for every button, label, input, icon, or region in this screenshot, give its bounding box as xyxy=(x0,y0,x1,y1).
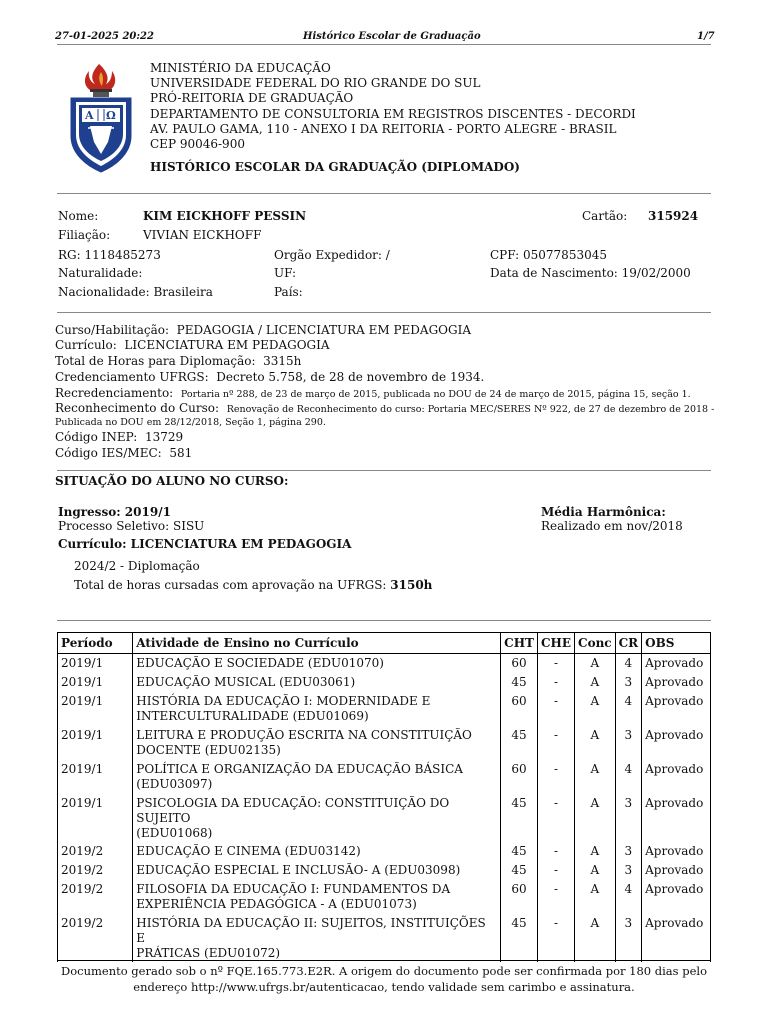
svg-text:Ω: Ω xyxy=(106,109,116,122)
table-row xyxy=(58,692,711,726)
rule-3 xyxy=(57,470,711,471)
cell-che: - xyxy=(537,692,574,726)
rule-2 xyxy=(57,312,711,313)
footer-line-2: endereço http://www.ufrgs.br/autenticacao, tendo validade sem carimbo e assinatura. xyxy=(133,980,635,994)
cell-periodo: 2019/1 xyxy=(58,794,133,842)
cell-cht: 45 xyxy=(501,861,538,880)
cell-atividade xyxy=(133,914,501,962)
cell-obs: Aprovado xyxy=(642,794,711,842)
cell-periodo: 2019/1 xyxy=(58,692,133,726)
atividade-line-1: HISTÓRIA DA EDUCAÇÃO II: SUJEITOS, INSTITUIÇÕES E xyxy=(136,915,486,945)
cell-che: - xyxy=(537,726,574,760)
diplomacao: 2024/2 - Diplomação xyxy=(74,559,200,573)
cell-conc: A xyxy=(575,880,616,914)
cartao-label: Cartão: xyxy=(582,209,628,223)
cell-cr: 3 xyxy=(615,726,642,760)
cell-obs: Aprovado xyxy=(642,861,711,880)
total-horas-value: 3150h xyxy=(390,578,433,592)
cell-cr: 3 xyxy=(615,673,642,692)
table-row xyxy=(58,760,711,794)
horas-line xyxy=(55,354,301,368)
filiacao-value: VIVIAN EICKHOFF xyxy=(143,228,262,242)
cell-atividade xyxy=(133,842,501,861)
naturalidade-field: Naturalidade: xyxy=(58,266,143,280)
cpf-field: CPF: 05077853045 xyxy=(490,248,607,262)
col-cht: CHT xyxy=(501,633,538,654)
cell-cht: 45 xyxy=(501,673,538,692)
atividade-line-1: HISTÓRIA DA EDUCAÇÃO I: MODERNIDADE E xyxy=(136,693,431,708)
cell-atividade xyxy=(133,861,501,880)
table-header-row xyxy=(58,633,711,654)
cell-obs: Aprovado xyxy=(642,692,711,726)
cell-cht: 45 xyxy=(501,842,538,861)
table-row xyxy=(58,726,711,760)
cell-cht: 60 xyxy=(501,654,538,673)
atividade-line-2: EXPERIÊNCIA PEDAGÓGICA - A (EDU01073) xyxy=(136,896,417,911)
cell-periodo: 2019/2 xyxy=(58,914,133,962)
cell-obs: Aprovado xyxy=(642,760,711,794)
institution-block xyxy=(150,61,636,175)
cell-obs: Aprovado xyxy=(642,654,711,673)
cell-conc: A xyxy=(575,760,616,794)
cell-cht: 45 xyxy=(501,726,538,760)
pais-field: País: xyxy=(274,285,303,299)
total-horas-label: Total de horas cursadas com aprovação na UFRGS: xyxy=(74,578,387,592)
inep-line xyxy=(55,430,183,444)
cell-conc: A xyxy=(575,842,616,861)
col-che: CHE xyxy=(537,633,574,654)
cell-cht: 60 xyxy=(501,880,538,914)
inst-line-endereco: AV. PAULO GAMA, 110 - ANEXO I DA REITORIA - PORTO ALEGRE - BRASIL xyxy=(150,121,617,136)
atividade-line-2: (EDU03097) xyxy=(136,776,213,791)
cell-periodo: 2019/1 xyxy=(58,654,133,673)
reconhecimento-line xyxy=(55,401,714,415)
cell-che: - xyxy=(537,914,574,962)
cell-periodo: 2019/1 xyxy=(58,673,133,692)
horas-value: 3315h xyxy=(263,354,302,368)
total-horas-line xyxy=(74,578,432,592)
cell-conc: A xyxy=(575,726,616,760)
history-table xyxy=(57,632,711,962)
credenciamento-line xyxy=(55,370,484,384)
col-conc: Conc xyxy=(575,633,616,654)
col-periodo: Período xyxy=(58,633,133,654)
cell-conc: A xyxy=(575,861,616,880)
cell-periodo: 2019/2 xyxy=(58,861,133,880)
cell-periodo: 2019/1 xyxy=(58,760,133,794)
table-body xyxy=(58,654,711,962)
cell-periodo: 2019/2 xyxy=(58,842,133,861)
recred-value: Portaria nº 288, de 23 de março de 2015, publicada no DOU de 24 de março de 2015, página 15, seção 1. xyxy=(180,389,691,400)
inep-value: 13729 xyxy=(144,430,184,444)
cell-che: - xyxy=(537,654,574,673)
table-row xyxy=(58,842,711,861)
cell-cht: 60 xyxy=(501,760,538,794)
col-obs: OBS xyxy=(642,633,711,654)
atividade-line-1: EDUCAÇÃO ESPECIAL E INCLUSÃO- A (EDU03098) xyxy=(136,862,461,877)
cell-cr: 4 xyxy=(615,760,642,794)
rule-1 xyxy=(57,193,711,194)
cell-che: - xyxy=(537,880,574,914)
cell-cr: 4 xyxy=(615,654,642,673)
curriculo-line xyxy=(55,338,330,352)
table-row xyxy=(58,861,711,880)
cell-atividade xyxy=(133,726,501,760)
cartao-value: 315924 xyxy=(648,209,699,223)
media-harmonica-label: Média Harmônica: xyxy=(541,505,666,519)
atividade-line-1: FILOSOFIA DA EDUCAÇÃO I: FUNDAMENTOS DA xyxy=(136,881,451,896)
ufrgs-logo xyxy=(68,62,134,178)
uf-field: UF: xyxy=(274,266,297,280)
cell-cr: 3 xyxy=(615,861,642,880)
situacao-title: SITUAÇÃO DO ALUNO NO CURSO: xyxy=(55,474,289,488)
recon-value-2: Publicada no DOU em 28/12/2018, Seção 1, página 290. xyxy=(55,417,326,428)
cell-che: - xyxy=(537,673,574,692)
cell-conc: A xyxy=(575,654,616,673)
atividade-line-2: (EDU01068) xyxy=(136,825,213,840)
inst-line-universidade: UNIVERSIDADE FEDERAL DO RIO GRANDE DO SUL xyxy=(150,76,481,91)
col-atividade: Atividade de Ensino no Currículo xyxy=(133,633,501,654)
atividade-line-2: DOCENTE (EDU02135) xyxy=(136,742,281,757)
document-title: HISTÓRICO ESCOLAR DA GRADUAÇÃO (DIPLOMADO) xyxy=(150,160,520,175)
cred-label: Credenciamento UFRGS: xyxy=(55,370,209,384)
table-row xyxy=(58,654,711,673)
nome-label: Nome: xyxy=(58,209,99,223)
inst-line-cep: CEP 90046-900 xyxy=(150,137,245,152)
atividade-line-2: INTERCULTURALIDADE (EDU01069) xyxy=(136,708,369,723)
table-row xyxy=(58,914,711,962)
atividade-line-1: EDUCAÇÃO E CINEMA (EDU03142) xyxy=(136,843,361,858)
rule-4 xyxy=(57,620,711,621)
cell-periodo: 2019/2 xyxy=(58,880,133,914)
cell-che: - xyxy=(537,842,574,861)
cell-atividade xyxy=(133,794,501,842)
cell-cht: 45 xyxy=(501,914,538,962)
cell-obs: Aprovado xyxy=(642,673,711,692)
realizado-em: Realizado em nov/2018 xyxy=(541,519,683,533)
nascimento-field: Data de Nascimento: 19/02/2000 xyxy=(490,266,691,280)
inst-line-departamento: DEPARTAMENTO DE CONSULTORIA EM REGISTROS DISCENTES - DECORDI xyxy=(150,106,636,121)
col-cr: CR xyxy=(615,633,642,654)
cell-conc: A xyxy=(575,794,616,842)
recon-label: Reconhecimento do Curso: xyxy=(55,401,220,415)
cell-obs: Aprovado xyxy=(642,914,711,962)
cell-conc: A xyxy=(575,692,616,726)
cell-che: - xyxy=(537,760,574,794)
cell-che: - xyxy=(537,861,574,880)
cell-periodo: 2019/1 xyxy=(58,726,133,760)
cell-obs: Aprovado xyxy=(642,880,711,914)
page-number: 1/7 xyxy=(697,31,715,42)
svg-text:A: A xyxy=(85,109,94,122)
cell-atividade xyxy=(133,692,501,726)
inep-label: Código INEP: xyxy=(55,430,138,444)
atividade-line-1: POLÍTICA E ORGANIZAÇÃO DA EDUCAÇÃO BÁSICA xyxy=(136,761,463,776)
table-row xyxy=(58,673,711,692)
cell-cr: 3 xyxy=(615,914,642,962)
curriculo-label: Currículo: xyxy=(55,338,117,352)
cell-cr: 3 xyxy=(615,842,642,861)
header-rule xyxy=(57,44,711,45)
rg-field: RG: 1118485273 xyxy=(58,248,161,262)
nacionalidade-field: Nacionalidade: Brasileira xyxy=(58,285,213,299)
horas-label: Total de Horas para Diplomação: xyxy=(55,354,256,368)
ingresso: Ingresso: 2019/1 xyxy=(58,505,171,519)
atividade-line-2: PRÁTICAS (EDU01072) xyxy=(136,945,281,960)
cell-che: - xyxy=(537,794,574,842)
footer-note xyxy=(57,960,711,995)
processo-seletivo: Processo Seletivo: SISU xyxy=(58,519,205,533)
atividade-line-1: EDUCAÇÃO MUSICAL (EDU03061) xyxy=(136,674,356,689)
atividade-line-1: LEITURA E PRODUÇÃO ESCRITA NA CONSTITUIÇÃO xyxy=(136,727,472,742)
cell-cr: 4 xyxy=(615,692,642,726)
atividade-line-1: PSICOLOGIA DA EDUCAÇÃO: CONSTITUIÇÃO DO SUJEITO xyxy=(136,795,450,825)
inst-line-pro-reitoria: PRÓ-REITORIA DE GRADUAÇÃO xyxy=(150,91,354,106)
cell-atividade xyxy=(133,673,501,692)
cell-conc: A xyxy=(575,673,616,692)
cell-atividade xyxy=(133,760,501,794)
ies-label: Código IES/MEC: xyxy=(55,446,162,460)
print-datetime: 27-01-2025 20:22 xyxy=(55,31,154,42)
cred-value: Decreto 5.758, de 28 de novembro de 1934. xyxy=(216,370,485,384)
curso-label: Curso/Habilitação: xyxy=(55,323,170,337)
orgao-field: Orgão Expedidor: / xyxy=(274,248,390,262)
filiacao-label: Filiação: xyxy=(58,228,111,242)
print-title: Histórico Escolar de Graduação xyxy=(303,31,481,42)
atividade-line-1: EDUCAÇÃO E SOCIEDADE (EDU01070) xyxy=(136,656,384,670)
cell-cr: 4 xyxy=(615,880,642,914)
ufrgs-shield-icon xyxy=(68,62,134,174)
curso-value: PEDAGOGIA / LICENCIATURA EM PEDAGOGIA xyxy=(176,323,471,337)
student-name: KIM EICKHOFF PESSIN xyxy=(143,209,307,223)
recon-value-1: Renovação de Reconhecimento do curso: Portaria MEC/SERES Nº 922, de 27 de dezembro de 2018 - xyxy=(226,404,715,415)
situacao-curriculo: Currículo: LICENCIATURA EM PEDAGOGIA xyxy=(58,537,352,551)
ies-line xyxy=(55,446,192,460)
cell-conc: A xyxy=(575,914,616,962)
inst-line-ministerio: MINISTÉRIO DA EDUCAÇÃO xyxy=(150,61,331,75)
cell-cr: 3 xyxy=(615,794,642,842)
table-row xyxy=(58,794,711,842)
recred-label: Recredenciamento: xyxy=(55,386,174,400)
recredenciamento-line xyxy=(55,386,691,400)
ies-value: 581 xyxy=(169,446,193,460)
cell-atividade xyxy=(133,880,501,914)
cell-cht: 45 xyxy=(501,794,538,842)
curriculo-value: LICENCIATURA EM PEDAGOGIA xyxy=(124,338,330,352)
cell-cht: 60 xyxy=(501,692,538,726)
table-row xyxy=(58,880,711,914)
cell-obs: Aprovado xyxy=(642,842,711,861)
cell-obs: Aprovado xyxy=(642,726,711,760)
cell-atividade xyxy=(133,654,501,673)
curso-line xyxy=(55,323,471,337)
footer-line-1: Documento gerado sob o nº FQE.165.773.E2R. A origem do documento pode ser confirmada por 180 dias pelo xyxy=(61,964,707,978)
